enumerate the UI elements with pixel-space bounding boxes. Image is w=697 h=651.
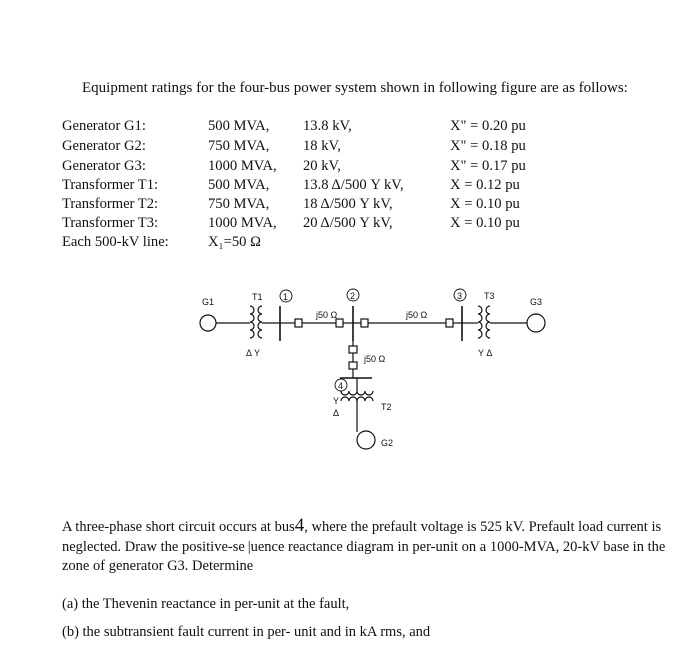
generator-g3-symbol <box>527 314 545 332</box>
equip-voltage-t3: 20 Δ/500 Y kV, <box>303 215 393 231</box>
bus-1-label: 1 <box>283 292 289 302</box>
question-part-b: (b) the subtransient fault current in per- unit and in kA rms, and <box>62 624 431 640</box>
g2-label: G2 <box>381 438 394 448</box>
equip-reactance-g3: X" = 0.17 pu <box>450 158 526 174</box>
equip-reactance-t1: X = 0.12 pu <box>450 177 520 193</box>
equip-name-g1: Generator G1: <box>62 118 146 134</box>
line-24-label: j50 Ω <box>364 354 386 364</box>
equip-rating-g3: 1000 MVA, <box>208 158 277 174</box>
equip-reactance-g2: X" = 0.18 pu <box>450 138 526 154</box>
transformer-t3-symbol <box>478 306 482 338</box>
question-part-a: (a) the Thevenin reactance in per-unit at the fault, <box>62 596 350 612</box>
equip-reactance-t3: X = 0.10 pu <box>450 215 520 231</box>
transformer-t1-symbol <box>250 306 254 338</box>
t3-label: T3 <box>484 291 495 301</box>
equip-name-t3: Transformer T3: <box>62 215 159 231</box>
equip-rating-t3: 1000 MVA, <box>208 215 277 231</box>
t2-label: T2 <box>381 402 392 412</box>
equip-voltage-t1: 13.8 Δ/500 Y kV, <box>303 177 404 193</box>
line-12-label: j50 Ω <box>316 310 338 320</box>
equip-voltage-g3: 20 kV, <box>303 158 341 174</box>
breaker <box>446 319 453 327</box>
t1-label: T1 <box>252 292 263 302</box>
bus-4-label: 4 <box>338 381 344 391</box>
breaker <box>336 319 343 327</box>
g1-label: G1 <box>202 297 215 307</box>
equip-name-g2: Generator G2: <box>62 138 146 154</box>
equip-voltage-g1: 13.8 kV, <box>303 118 352 134</box>
bus-3-label: 3 <box>457 291 463 301</box>
breaker <box>349 346 357 353</box>
problem-text-pre: A three-phase short circuit occurs at bus <box>62 519 295 535</box>
equip-reactance-g1: X" = 0.20 pu <box>450 118 526 134</box>
intro-text: Equipment ratings for the four-bus power system shown in following figure are as follows: <box>82 80 628 96</box>
breaker <box>295 319 302 327</box>
problem-text-post: , where the prefault voltage is 525 kV. Prefault load current is neglected. Draw the positive-se |uence reactance diagram in per-unit on a 1000-MVA, 20-kV base in the zone of generator G3. Determine <box>62 519 666 574</box>
g3-label: G3 <box>530 297 543 307</box>
t2-connection-delta: Δ <box>333 408 340 418</box>
breaker <box>361 319 368 327</box>
equip-rating-g1: 500 MVA, <box>208 118 270 134</box>
fault-bus-number: 4 <box>294 515 305 536</box>
breaker <box>349 362 357 369</box>
equip-rating-t2: 750 MVA, <box>208 196 270 212</box>
equip-rating-t1: 500 MVA, <box>208 177 270 193</box>
t3-connection-label: Y Δ <box>478 348 493 358</box>
equip-name-g3: Generator G3: <box>62 158 146 174</box>
equip-voltage-t2: 18 Δ/500 Y kV, <box>303 196 393 212</box>
line-23-label: j50 Ω <box>406 310 428 320</box>
generator-g1-symbol <box>200 315 216 331</box>
equip-rating-g2: 750 MVA, <box>208 138 270 154</box>
equip-voltage-g2: 18 kV, <box>303 138 341 154</box>
equip-name-t2: Transformer T2: <box>62 196 159 212</box>
equip-name-t1: Transformer T1: <box>62 177 159 193</box>
equip-name-line: Each 500-kV line: <box>62 234 169 250</box>
generator-g2-symbol <box>357 431 375 449</box>
t1-connection-label: Δ Y <box>246 348 261 358</box>
transformer-t2-symbol <box>341 391 373 395</box>
equip-reactance-t2: X = 0.10 pu <box>450 196 520 212</box>
problem-statement <box>62 516 672 577</box>
t2-connection-y: Y <box>333 396 340 406</box>
equip-rating-line: X₁=50 Ω <box>208 234 261 250</box>
bus-2-label: 2 <box>350 291 356 301</box>
